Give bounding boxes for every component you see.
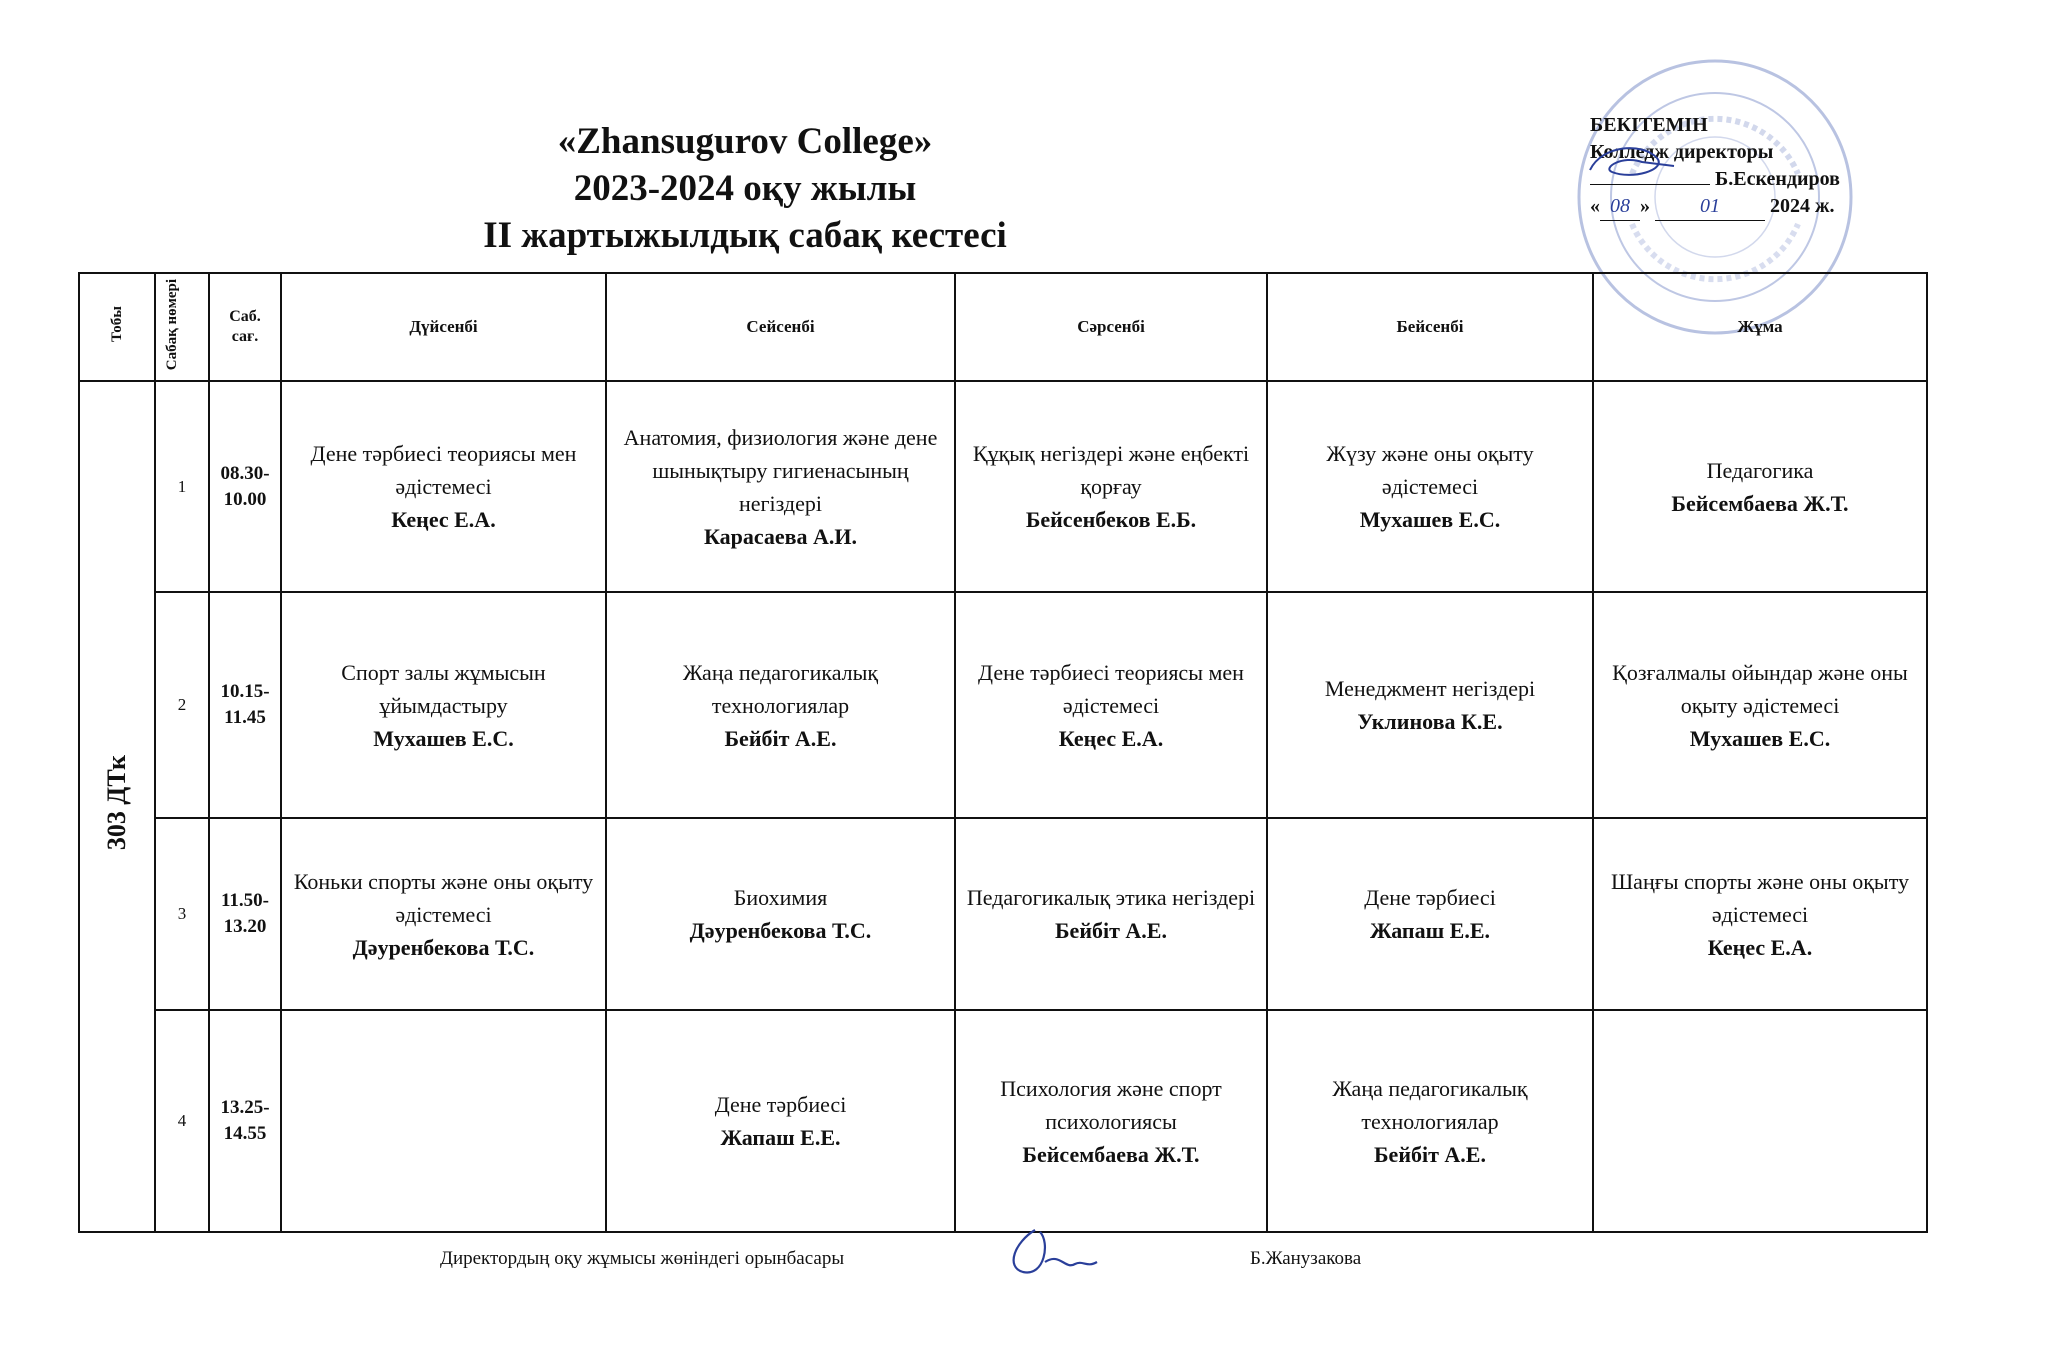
header-day-fri: Жұма [1593, 273, 1927, 381]
lesson-cell [955, 818, 1267, 1010]
lesson-cell [281, 381, 606, 592]
footer-name: Б.Жанузакова [1250, 1248, 1362, 1269]
lesson-cell [606, 818, 955, 1010]
lesson-cell [281, 592, 606, 818]
date-close-quote: » [1640, 195, 1650, 217]
lesson-cell [1267, 381, 1593, 592]
lesson-number: 3 [155, 818, 209, 1010]
schedule-title: II жартыжылдық сабақ кестесі [483, 215, 1007, 256]
approval-date [1590, 193, 1890, 221]
lesson-subject: Биохимия [733, 885, 828, 910]
table-header-row [79, 273, 1927, 381]
lesson-cell [955, 381, 1267, 592]
header-lesson-number: Сабақ нөмері [155, 273, 209, 381]
lesson-cell [606, 381, 955, 592]
lesson-subject: Спорт залы жұмысын ұйымдастыру [341, 659, 546, 718]
lesson-subject: Дене тәрбиесі теориясы мен әдістемесі [978, 659, 1244, 718]
date-year: 2024 ж. [1770, 195, 1835, 217]
lesson-teacher: Дәуренбекова Т.С. [689, 918, 872, 943]
director-signature-icon [1582, 140, 1682, 190]
lesson-teacher: Мухашев Е.С. [1689, 725, 1831, 751]
lesson-subject: Құқық негіздері және еңбекті қорғау [972, 441, 1250, 499]
lesson-subject: Педагогикалық этика негіздері [966, 885, 1256, 910]
lesson-teacher: Мухашев Е.С. [373, 725, 514, 751]
lesson-teacher: Мухашев Е.С. [1359, 507, 1501, 532]
table-row [79, 1010, 1927, 1232]
lesson-subject: Анатомия, физиология және дене шынықтыру гигиенасының негіздері [623, 424, 938, 516]
lesson-teacher: Бейбіт А.Е. [1374, 1141, 1486, 1167]
lesson-number: 4 [155, 1010, 209, 1232]
lesson-teacher: Уклинова К.Е. [1357, 709, 1503, 734]
lesson-subject: Дене тәрбиесі [714, 1092, 847, 1117]
lesson-time: 11.50-13.20 [209, 818, 281, 1010]
footer-position: Директордың оқу жұмысы жөніндегі орынбасары [440, 1248, 845, 1269]
lesson-teacher: Бейсембаева Ж.Т. [1022, 1141, 1200, 1167]
lesson-subject: Педагогика [1706, 457, 1814, 483]
lesson-teacher: Кеңес Е.А. [391, 507, 496, 532]
lesson-subject: Дене тәрбиесі теориясы мен әдістемесі [310, 441, 577, 499]
lesson-cell [1593, 381, 1927, 592]
lesson-subject: Менеджмент негіздері [1324, 676, 1536, 701]
lesson-teacher: Бейсембаева Ж.Т. [1671, 490, 1849, 516]
lesson-subject: Дене тәрбиесі [1364, 885, 1496, 910]
lesson-cell [606, 592, 955, 818]
lesson-cell [1593, 818, 1927, 1010]
lesson-teacher: Жапаш Е.Е. [720, 1125, 841, 1150]
lesson-time: 13.25-14.55 [209, 1010, 281, 1232]
lesson-cell [281, 818, 606, 1010]
lesson-cell [1593, 1010, 1927, 1232]
lesson-cell [955, 1010, 1267, 1232]
lesson-teacher: Жапаш Е.Е. [1369, 918, 1490, 943]
lesson-cell [281, 1010, 606, 1232]
table-row [79, 592, 1927, 818]
lesson-cell [1267, 818, 1593, 1010]
lesson-subject: Жүзу және оны оқыту әдістемесі [1326, 441, 1534, 499]
header-time: Саб. сағ. [209, 273, 281, 381]
lesson-subject: Коньки спорты және оны оқыту әдістемесі [293, 868, 594, 927]
lesson-cell [1267, 1010, 1593, 1232]
approval-heading: БЕКІТЕМІН [1590, 114, 1708, 136]
lesson-time: 10.15-11.45 [209, 592, 281, 818]
header-day-mon: Дүйсенбі [281, 273, 606, 381]
lesson-teacher: Кеңес Е.А. [1058, 725, 1164, 751]
date-month: 01 [1655, 193, 1765, 221]
document-title [380, 118, 1110, 259]
approval-position: Колледж директоры [1590, 141, 1774, 163]
lesson-teacher: Бейсенбеков Е.Б. [1025, 507, 1197, 532]
lesson-teacher: Дәуренбекова Т.С. [352, 934, 535, 960]
lesson-subject: Жаңа педагогикалық технологиялар [1332, 1075, 1528, 1134]
schedule-table [78, 272, 1928, 1233]
college-name: «Zhansugurov College» [557, 121, 933, 162]
lesson-subject: Психология және спорт психологиясы [1000, 1075, 1222, 1134]
group-cell: 303 ДТк [79, 381, 155, 1232]
date-day: 08 [1600, 193, 1640, 221]
lesson-number: 1 [155, 381, 209, 592]
lesson-subject: Жаңа педагогикалық технологиялар [682, 659, 879, 718]
lesson-cell [955, 592, 1267, 818]
lesson-teacher: Карасаева А.И. [703, 523, 858, 549]
date-open-quote: « [1590, 195, 1600, 217]
lesson-number: 2 [155, 592, 209, 818]
lesson-time: 08.30-10.00 [209, 381, 281, 592]
deputy-signature-icon [1005, 1222, 1105, 1282]
lesson-cell [1593, 592, 1927, 818]
lesson-cell [1267, 592, 1593, 818]
header-day-tue: Сейсенбі [606, 273, 955, 381]
header-day-thu: Бейсенбі [1267, 273, 1593, 381]
lesson-teacher: Кеңес Е.А. [1707, 934, 1813, 960]
lesson-cell [606, 1010, 955, 1232]
lesson-subject: Шаңғы спорты және оны оқыту әдістемесі [1610, 868, 1910, 927]
director-name: Б.Ескендиров [1715, 168, 1840, 190]
header-day-wed: Сәрсенбі [955, 273, 1267, 381]
academic-year: 2023-2024 оқу жылы [573, 168, 917, 209]
table-row [79, 818, 1927, 1010]
lesson-subject: Қозғалмалы ойындар және оны оқыту әдістемесі [1612, 659, 1908, 718]
header-group: Тобы [79, 273, 155, 381]
lesson-teacher: Бейбіт А.Е. [724, 725, 837, 751]
table-row [79, 381, 1927, 592]
lesson-teacher: Бейбіт А.Е. [1055, 918, 1167, 943]
